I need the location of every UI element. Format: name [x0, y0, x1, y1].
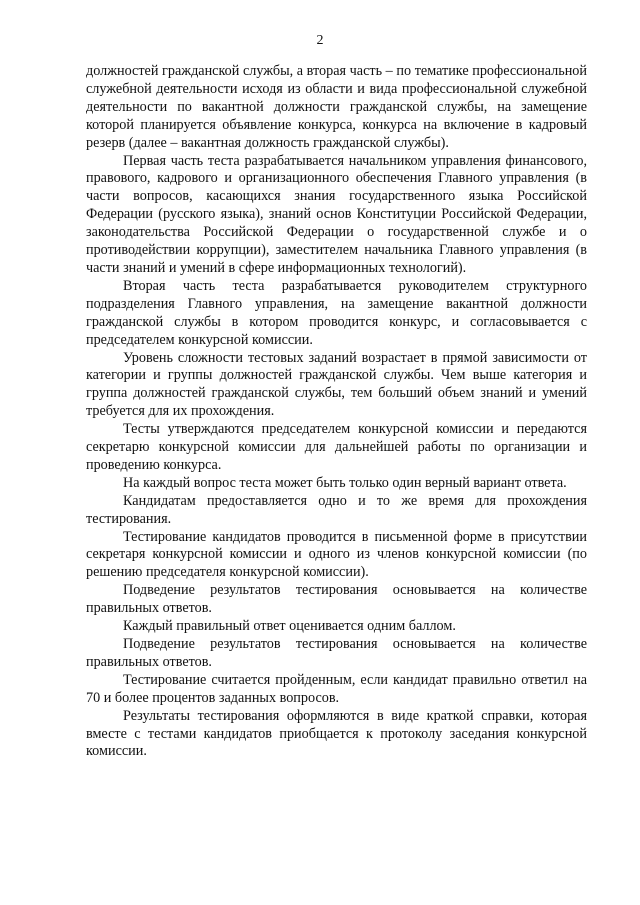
- paragraph: Первая часть теста разрабатывается начальником управления финансового, правового, кадрового и организационного обеспечения Главного управления (в части вопросов, касающихся знания государственного языка Российской Федерации (русского языка), знаний основ Конституции Российской Федерации, законодательства Российской Федерации о государственной службе и о противодействии коррупции), заместителем начальника Главного управления (в части знаний и умений в сфере информационных технологий).: [86, 152, 587, 276]
- paragraph: Вторая часть теста разрабатывается руководителем структурного подразделения Главного управления, на замещение вакантной должности гражданской службы в котором проводится конкурс, и согласовывается с председателем конкурсной комиссии.: [86, 277, 587, 348]
- paragraph: Подведение результатов тестирования основывается на количестве правильных ответов.: [86, 582, 587, 617]
- paragraph: должностей гражданской службы, а вторая часть – по тематике профессиональной служебной деятельности исходя из области и вида профессиональной служебной деятельности по вакантной должности гражданской службы, на замещение которой планируется объявление конкурса, конкурса на включение в кадровый резерв (далее – вакантная должность гражданской службы).: [86, 63, 587, 151]
- paragraph: Тестирование кандидатов проводится в письменной форме в присутствии секретаря конкурсной комиссии и одного из членов конкурсной комиссии (по решению председателя конкурсной комиссии).: [86, 528, 587, 581]
- paragraph: Подведение результатов тестирования основывается на количестве правильных ответов.: [86, 636, 587, 670]
- paragraph: Тесты утверждаются председателем конкурсной комиссии и передаются секретарю конкурсной комиссии для дальнейшей работы по организации и проведению конкурса.: [86, 421, 587, 473]
- paragraph: Тестирование считается пройденным, если кандидат правильно ответил на 70 и более процентов заданных вопросов.: [86, 671, 587, 706]
- paragraph: Результаты тестирования оформляются в виде краткой справки, которая вместе с тестами кандидатов приобщается к протоколу заседания конкурсной комиссии.: [86, 707, 587, 760]
- page-number: 2: [316, 33, 324, 48]
- paragraph: Кандидатам предоставляется одно и то же время для прохождения тестирования.: [86, 492, 587, 527]
- document-body: [86, 63, 587, 761]
- paragraph: Каждый правильный ответ оценивается одним баллом.: [123, 618, 456, 635]
- paragraph: Уровень сложности тестовых заданий возрастает в прямой зависимости от категории и группы должностей гражданской службы. Чем выше категория и группа должностей гражданской службы, тем больший объем знаний и умений требуется для их прохождения.: [86, 349, 587, 420]
- paragraph: На каждый вопрос теста может быть только один верный вариант ответа.: [123, 474, 567, 491]
